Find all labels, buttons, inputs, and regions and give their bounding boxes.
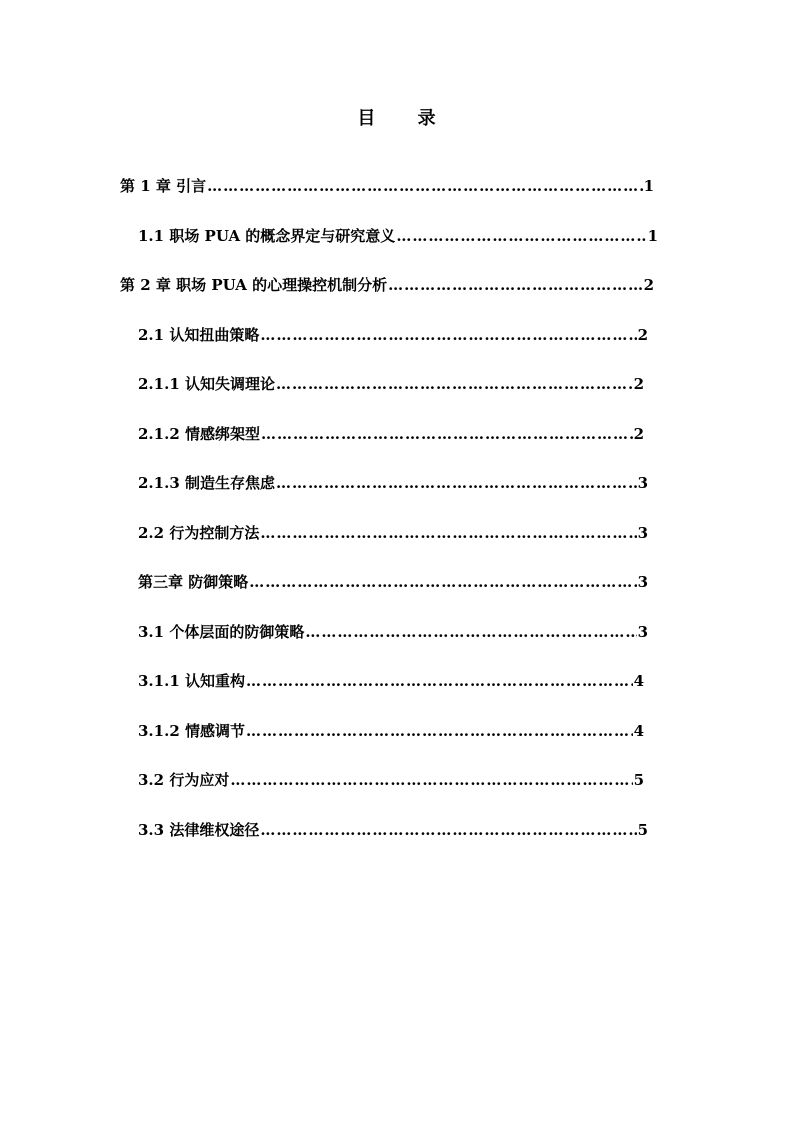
toc-page-number: 2: [633, 375, 644, 393]
toc-page-number: 3: [637, 623, 648, 641]
toc-entry-label: 第三章 防御策略: [138, 573, 249, 591]
toc-page-number: 1: [643, 177, 654, 195]
toc-dot-leader: [246, 671, 633, 691]
toc-entry-label: 2.1.3 制造生存焦虑: [138, 474, 275, 492]
toc-dot-leader: [396, 226, 646, 246]
toc-entry-chapter-1[interactable]: [120, 172, 654, 196]
toc-entry-label: 3.3 法律维权途径: [138, 821, 260, 839]
toc-dot-leader: [276, 374, 633, 394]
toc-entry-section-2-2[interactable]: [138, 519, 648, 543]
toc-entry-section-2-1-2[interactable]: [138, 420, 644, 444]
toc-dot-leader: [260, 523, 636, 543]
toc-entry-label: 第 1 章 引言: [120, 177, 207, 195]
toc-page-number: 2: [643, 276, 654, 294]
toc-page-number: 3: [637, 573, 648, 591]
toc-entry-label: 1.1 职场 PUA 的概念界定与研究意义: [138, 227, 396, 245]
toc-page-number: 5: [633, 771, 644, 789]
toc-page-number: 4: [633, 672, 644, 690]
toc-entry-label: 3.1.1 认知重构: [138, 672, 245, 690]
toc-page-number: 2: [633, 425, 644, 443]
toc-title: 目 录: [357, 108, 454, 129]
toc-entry-chapter-2[interactable]: [120, 271, 654, 295]
toc-page-number: 1: [647, 227, 658, 245]
toc-dot-leader: [207, 176, 642, 196]
toc-entry-section-3-3[interactable]: [138, 816, 648, 840]
toc-dot-leader: [260, 325, 636, 345]
toc-entry-label: 2.1.2 情感绑架型: [138, 425, 260, 443]
toc-entry-section-3-1[interactable]: [138, 618, 648, 642]
toc-entry-section-3-1-1[interactable]: [138, 667, 644, 691]
toc-page-number: 3: [637, 474, 648, 492]
toc-dot-leader: [388, 275, 642, 295]
toc-entry-section-1-1[interactable]: [138, 222, 658, 246]
toc-entry-section-2-1[interactable]: [138, 321, 648, 345]
toc-page-number: 5: [637, 821, 648, 839]
toc-dot-leader: [276, 473, 637, 493]
toc-entry-section-2-1-1[interactable]: [138, 370, 644, 394]
toc-entry-section-3-2[interactable]: [138, 766, 644, 790]
toc-entry-label: 第 2 章 职场 PUA 的心理操控机制分析: [120, 276, 388, 294]
toc-dot-leader: [261, 424, 633, 444]
toc-page-number: 4: [633, 722, 644, 740]
toc-entry-label: 2.1 认知扭曲策略: [138, 326, 260, 344]
toc-dot-leader: [249, 572, 636, 592]
toc-dot-leader: [305, 622, 636, 642]
toc-page-number: 2: [637, 326, 648, 344]
toc-entry-label: 3.1 个体层面的防御策略: [138, 623, 305, 641]
toc-entry-label: 3.1.2 情感调节: [138, 722, 245, 740]
toc-entry-label: 2.1.1 认知失调理论: [138, 375, 275, 393]
toc-dot-leader: [230, 770, 632, 790]
toc-dot-leader: [260, 820, 636, 840]
toc-entry-section-3-1-2[interactable]: [138, 717, 644, 741]
toc-page-number: 3: [637, 524, 648, 542]
toc-entry-chapter-3[interactable]: [138, 568, 648, 592]
toc-entry-label: 2.2 行为控制方法: [138, 524, 260, 542]
toc-entry-section-2-1-3[interactable]: [138, 469, 648, 493]
toc-entry-label: 3.2 行为应对: [138, 771, 230, 789]
toc-dot-leader: [246, 721, 633, 741]
